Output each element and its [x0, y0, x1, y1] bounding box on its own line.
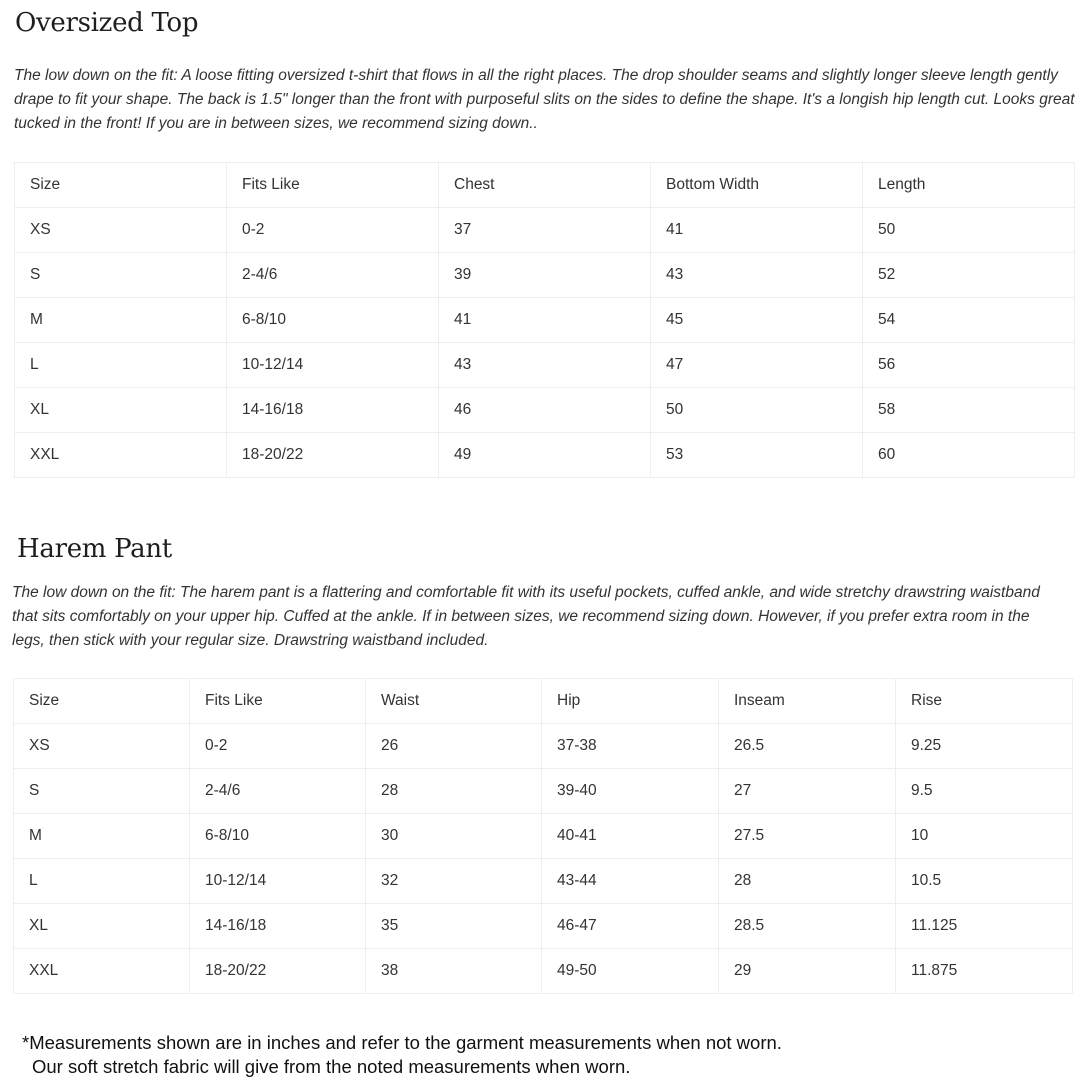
table-cell: 0-2: [190, 724, 366, 769]
table-row: [14, 904, 1073, 949]
column-header: Rise: [896, 679, 1073, 724]
table-cell: 53: [651, 433, 863, 478]
table-cell: 39-40: [542, 769, 719, 814]
table-cell: M: [15, 298, 227, 343]
table-cell: 43-44: [542, 859, 719, 904]
table-cell: 49-50: [542, 949, 719, 994]
table-cell: 49: [439, 433, 651, 478]
column-header: Fits Like: [227, 163, 439, 208]
table-cell: 37: [439, 208, 651, 253]
table-cell: 30: [366, 814, 542, 859]
table-row: [15, 388, 1075, 433]
table-cell: 26.5: [719, 724, 896, 769]
table-row: [15, 343, 1075, 388]
table-cell: 10.5: [896, 859, 1073, 904]
column-header: Fits Like: [190, 679, 366, 724]
table-row: [15, 253, 1075, 298]
table-cell: 9.5: [896, 769, 1073, 814]
table-cell: 18-20/22: [227, 433, 439, 478]
table-cell: 41: [651, 208, 863, 253]
column-header: Hip: [542, 679, 719, 724]
table-cell: XS: [15, 208, 227, 253]
table-cell: 11.875: [896, 949, 1073, 994]
table-cell: 9.25: [896, 724, 1073, 769]
table-cell: 46-47: [542, 904, 719, 949]
table-cell: 41: [439, 298, 651, 343]
table-cell: 14-16/18: [227, 388, 439, 433]
table-cell: 14-16/18: [190, 904, 366, 949]
table-cell: 10-12/14: [190, 859, 366, 904]
column-header: Size: [15, 163, 227, 208]
table-cell: 35: [366, 904, 542, 949]
table-cell: 54: [863, 298, 1075, 343]
table-cell: 18-20/22: [190, 949, 366, 994]
column-header: Length: [863, 163, 1075, 208]
table-cell: XXL: [15, 433, 227, 478]
oversized-top-title: Oversized Top: [15, 8, 199, 38]
harem-pant-title: Harem Pant: [17, 534, 172, 564]
table-cell: L: [14, 859, 190, 904]
table-cell: 29: [719, 949, 896, 994]
table-cell: 38: [366, 949, 542, 994]
table-header-row: [15, 163, 1075, 208]
table-cell: 0-2: [227, 208, 439, 253]
table-cell: 50: [863, 208, 1075, 253]
table-row: [14, 859, 1073, 904]
column-header: Waist: [366, 679, 542, 724]
table-cell: 28.5: [719, 904, 896, 949]
oversized-top-description: The low down on the fit: A loose fitting oversized t-shirt that flows in all the right places. The drop shoulder seams and slightly longer sleeve length gently drape to fit your shape. The back is 1.5" longer than the front with purposeful slits on the sides to define the shape. It's a longish hip length cut. Looks great tucked in the front! If you are in between sizes, we recommend sizing down..: [14, 67, 1075, 132]
harem-pant-description: The low down on the fit: The harem pant is a flattering and comfortable fit with its useful pockets, cuffed ankle, and wide stretchy drawstring waistband that sits comfortably on your upper hip. Cuffed at the ankle. If in between sizes, we recommend sizing down. However, if you prefer extra room in the legs, then stick with your regular size. Drawstring waistband included.: [12, 584, 1040, 649]
column-header: Bottom Width: [651, 163, 863, 208]
table-row: [14, 769, 1073, 814]
table-cell: 26: [366, 724, 542, 769]
table-cell: XS: [14, 724, 190, 769]
table-cell: 2-4/6: [227, 253, 439, 298]
table-cell: S: [15, 253, 227, 298]
table-cell: 37-38: [542, 724, 719, 769]
table-cell: 43: [439, 343, 651, 388]
table-cell: 27: [719, 769, 896, 814]
table-header-row: [14, 679, 1073, 724]
table-cell: XL: [14, 904, 190, 949]
table-cell: 56: [863, 343, 1075, 388]
harem-pant-size-table: [13, 678, 1073, 994]
table-cell: 47: [651, 343, 863, 388]
table-cell: 58: [863, 388, 1075, 433]
column-header: Chest: [439, 163, 651, 208]
oversized-top-size-table: [14, 162, 1075, 478]
table-cell: 40-41: [542, 814, 719, 859]
column-header: Size: [14, 679, 190, 724]
table-row: [14, 949, 1073, 994]
table-row: [15, 433, 1075, 478]
table-cell: 10: [896, 814, 1073, 859]
table-cell: 43: [651, 253, 863, 298]
table-cell: 11.125: [896, 904, 1073, 949]
table-cell: 39: [439, 253, 651, 298]
table-row: [15, 298, 1075, 343]
table-cell: 32: [366, 859, 542, 904]
table-cell: 60: [863, 433, 1075, 478]
measurement-footnote-line-1: *Measurements shown are in inches and refer to the garment measurements when not worn.: [22, 1032, 782, 1053]
table-cell: 2-4/6: [190, 769, 366, 814]
table-row: [14, 724, 1073, 769]
table-cell: 52: [863, 253, 1075, 298]
table-cell: 28: [719, 859, 896, 904]
table-cell: S: [14, 769, 190, 814]
table-cell: 46: [439, 388, 651, 433]
table-cell: XL: [15, 388, 227, 433]
table-cell: 50: [651, 388, 863, 433]
table-cell: L: [15, 343, 227, 388]
table-cell: M: [14, 814, 190, 859]
table-cell: 45: [651, 298, 863, 343]
table-cell: 6-8/10: [227, 298, 439, 343]
column-header: Inseam: [719, 679, 896, 724]
table-row: [15, 208, 1075, 253]
table-cell: 27.5: [719, 814, 896, 859]
table-row: [14, 814, 1073, 859]
table-cell: 6-8/10: [190, 814, 366, 859]
table-cell: XXL: [14, 949, 190, 994]
table-cell: 28: [366, 769, 542, 814]
measurement-footnote-line-2: Our soft stretch fabric will give from the noted measurements when worn.: [32, 1056, 631, 1077]
table-cell: 10-12/14: [227, 343, 439, 388]
